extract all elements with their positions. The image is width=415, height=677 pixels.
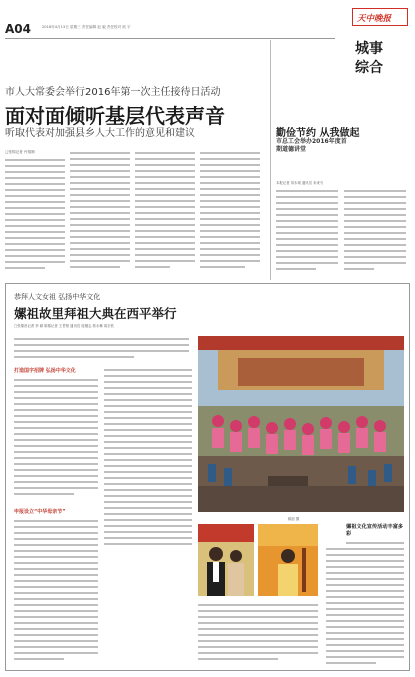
performer-photo [258, 524, 318, 596]
sidebar-headline: 嫘祖文化宣传活动丰富多彩 [346, 524, 404, 537]
lead-body-col-3 [135, 150, 195, 279]
speakers-photo [198, 524, 254, 596]
lead-byline: □张棉记者 丹翔制 [5, 150, 35, 154]
feature-col-1 [14, 377, 98, 502]
side-body-col-2 [344, 188, 406, 280]
page-number: A04 [5, 22, 31, 36]
side-column-rule [270, 40, 271, 280]
side-body-col-1 [276, 188, 338, 280]
feature-section-heading-2: 申报设立“中华母亲节” [14, 509, 66, 515]
section-label-box [353, 40, 393, 80]
feature-kicker: 恭拜人文女祖 弘扬中华文化 [14, 293, 101, 301]
speakers-photo-art [198, 524, 254, 596]
feature-section-heading-1: 打造国字招牌 弘扬中华文化 [14, 368, 76, 374]
date-line: 2016年4月13日 星期三 责任编辑 赵 毅 责任校对 欧 宇 [42, 25, 131, 29]
feature-headline: 嫘祖故里拜祖大典在西平举行 [14, 306, 177, 321]
feature-sidebar [326, 524, 404, 666]
side-headline: 勤俭节约 从我做起 [276, 128, 360, 139]
feature-story [5, 283, 410, 671]
feature-col-3 [198, 602, 318, 666]
lead-kicker: 市人大常委会举行2016年第一次主任接待日活动 [5, 87, 221, 98]
lead-subhead: 听取代表对加强县乡人大工作的意见和建议 [5, 128, 195, 139]
header-rule [5, 38, 335, 39]
lead-body-col-1 [5, 157, 65, 279]
side-subhead: 市总工会举办2016年度首期道德讲堂 [276, 138, 347, 153]
feature-col-2 [104, 367, 192, 667]
lead-headline: 面对面倾听基层代表声音 [5, 104, 225, 128]
brand-logo-text: 天中晚报 [357, 14, 392, 24]
ceremony-photo [198, 336, 404, 512]
side-byline: 本报记者 刘永城 通讯员 米来刃 [276, 181, 324, 185]
feature-byline: □张棉晋记者 李 颖 陈棉记者 王君格 通讯员 庞楷志 郭永琳 周宏钦 [14, 324, 114, 328]
section-label: 城事综合 [355, 41, 383, 76]
ceremony-photo-art [198, 336, 404, 512]
brand-logo [352, 8, 408, 26]
lead-body-col-2 [70, 150, 130, 279]
feature-col-1b [14, 518, 98, 668]
lead-body-col-4 [200, 150, 260, 279]
photo-credit: 顾浪 摄 [288, 517, 300, 521]
feature-intro [14, 336, 189, 364]
performer-photo-art [258, 524, 318, 596]
